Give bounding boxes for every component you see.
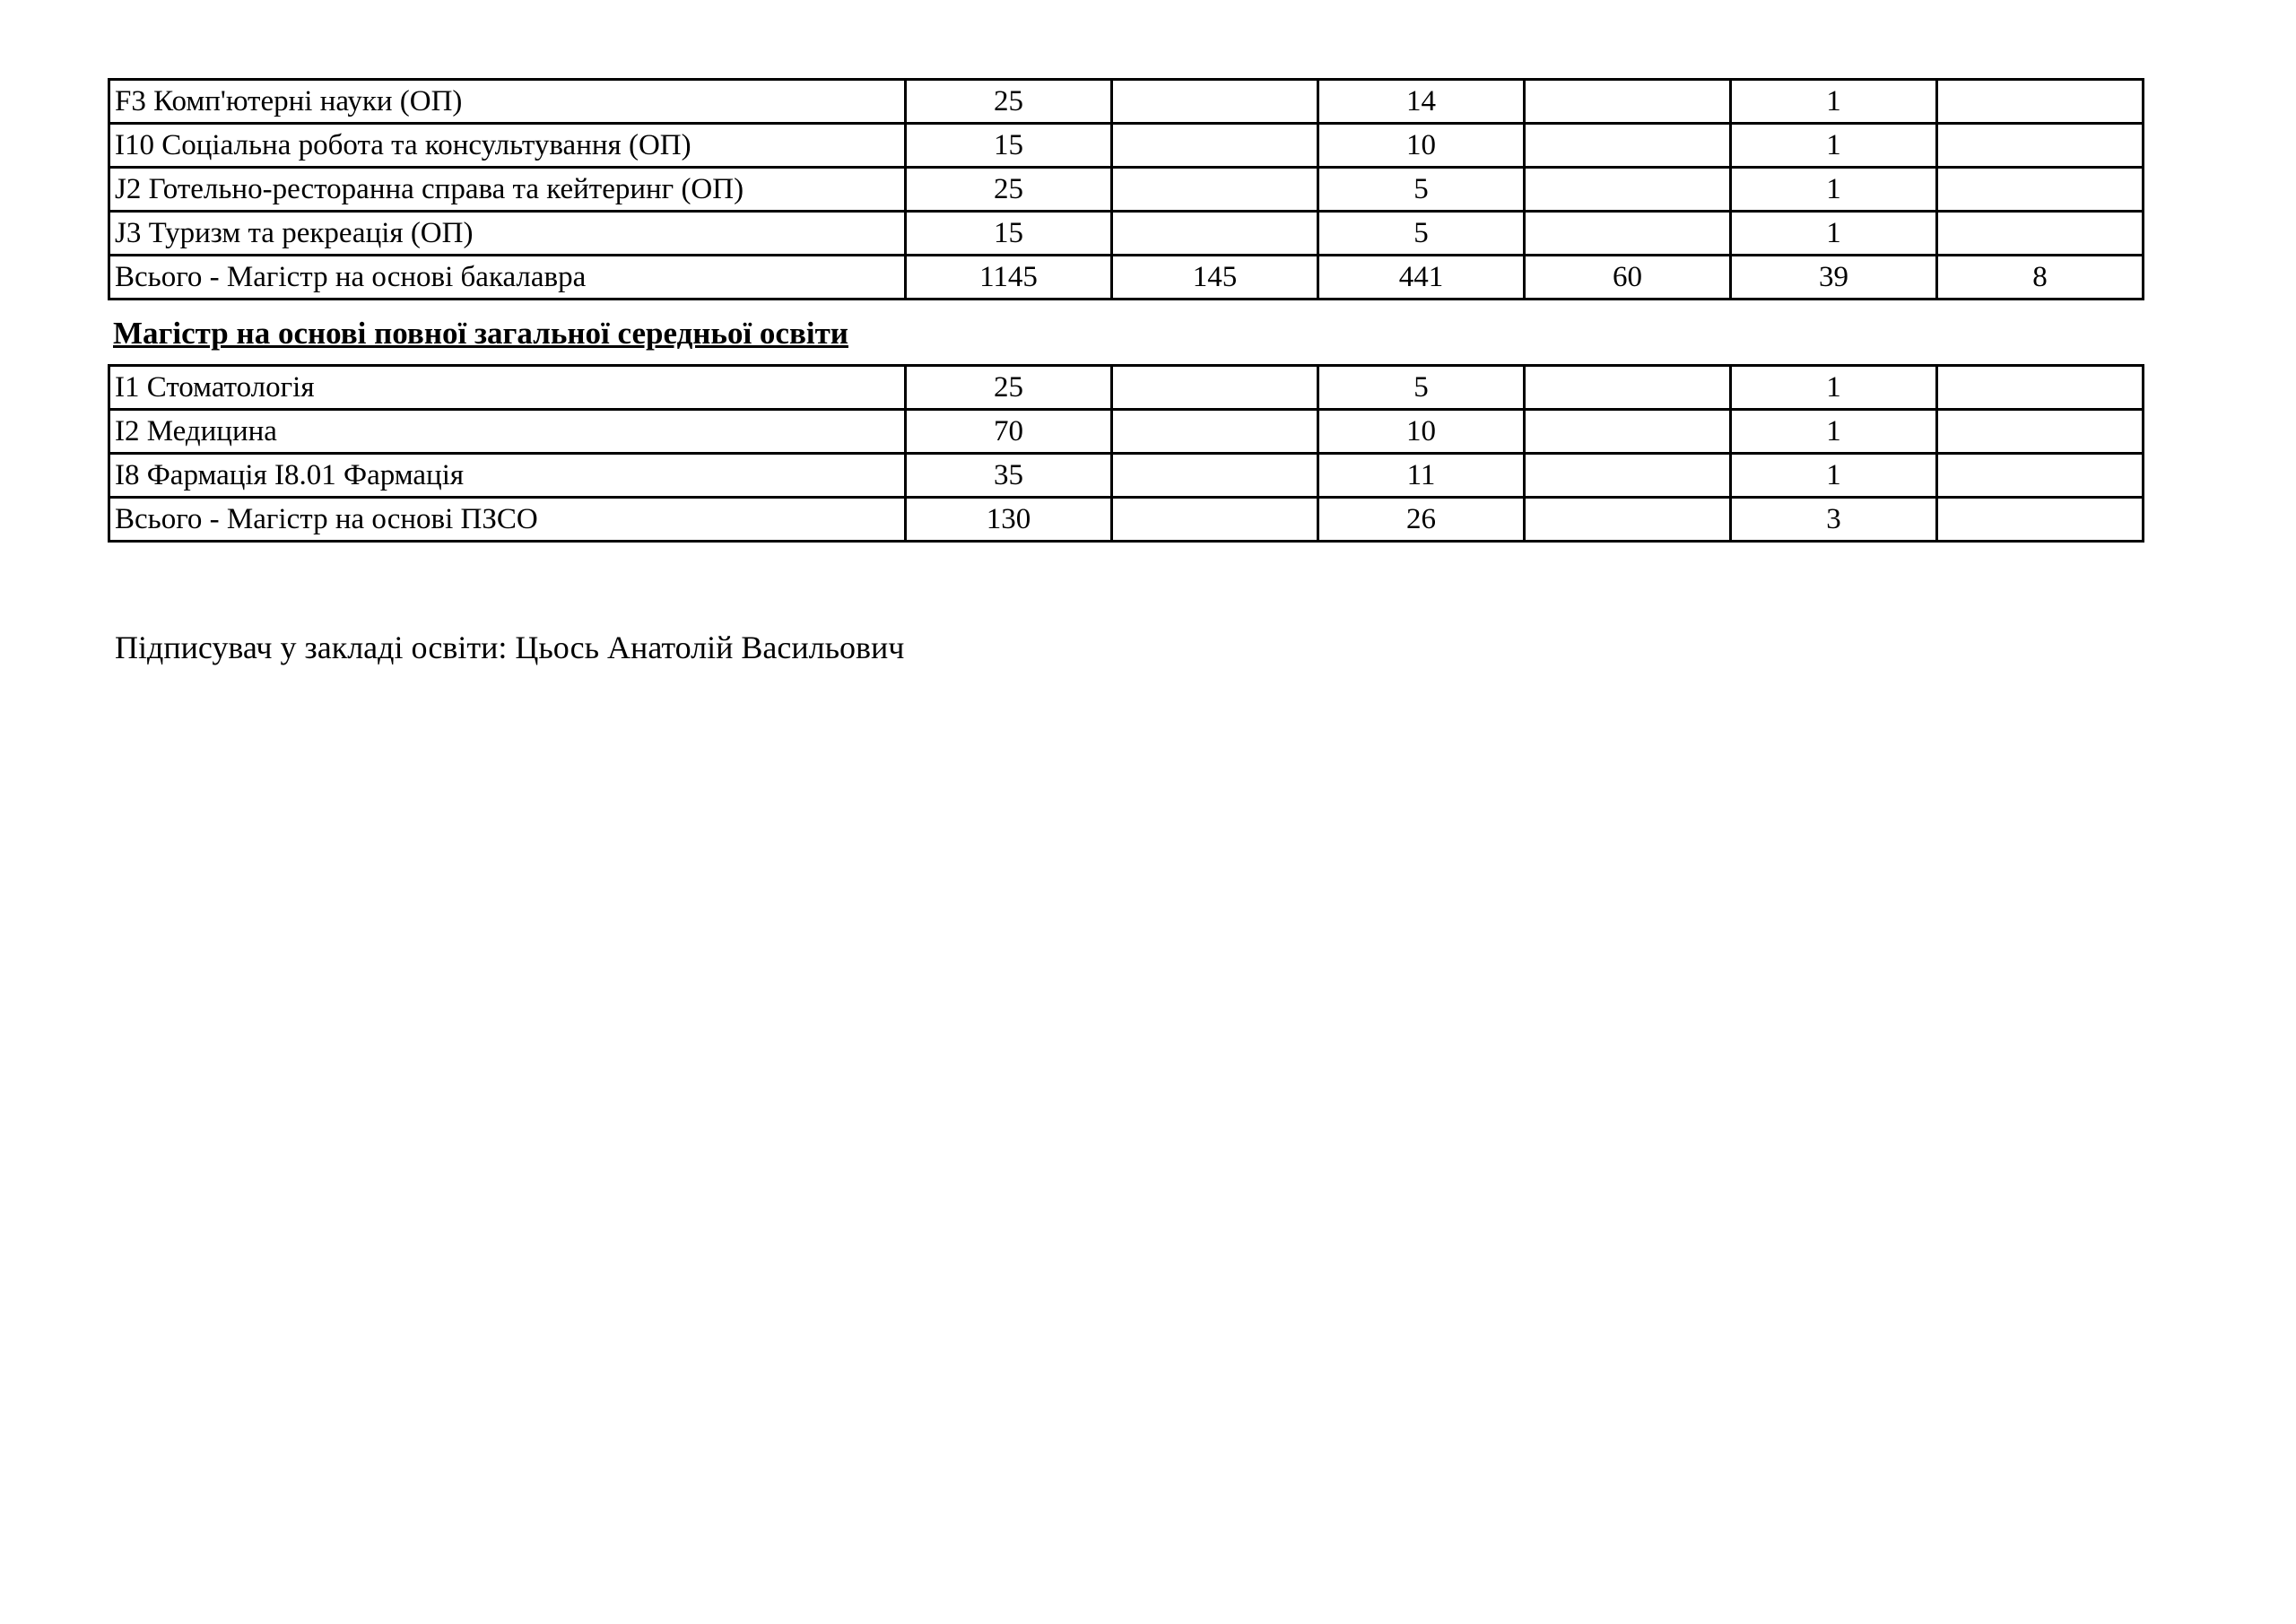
value-cell [1525,212,1731,256]
value-cell: 1145 [906,256,1112,300]
value-cell [1937,410,2144,454]
value-cell: 5 [1318,366,1525,410]
value-cell: 1 [1731,168,1937,212]
value-cell [1112,366,1318,410]
row-label: I2 Медицина [109,410,906,454]
table-row [109,366,2144,410]
table-row [109,410,2144,454]
row-label: Всього - Магістр на основі ПЗСО [109,498,906,542]
value-cell [1525,168,1731,212]
value-cell: 15 [906,124,1112,168]
value-cell: 25 [906,366,1112,410]
value-cell: 5 [1318,212,1525,256]
table-row [109,168,2144,212]
value-cell [1112,454,1318,498]
value-cell: 145 [1112,256,1318,300]
value-cell: 35 [906,454,1112,498]
table-row [109,256,2144,300]
table-row [109,454,2144,498]
value-cell: 11 [1318,454,1525,498]
row-label: I1 Стоматологія [109,366,906,410]
signer-line: Підписувач у закладі освіти: Цьось Анатолій Васильович [115,630,905,665]
value-cell: 1 [1731,366,1937,410]
value-cell [1525,454,1731,498]
value-cell [1112,168,1318,212]
row-label: I8 Фармація I8.01 Фармація [109,454,906,498]
value-cell: 70 [906,410,1112,454]
value-cell: 39 [1731,256,1937,300]
value-cell: 25 [906,168,1112,212]
value-cell [1937,80,2144,124]
section-heading: Магістр на основі повної загальної середньої освіти [113,316,848,351]
value-cell: 1 [1731,80,1937,124]
table-body [109,366,2144,542]
row-label: J3 Туризм та рекреація (ОП) [109,212,906,256]
table-row [109,498,2144,542]
value-cell: 130 [906,498,1112,542]
table-row [109,212,2144,256]
value-cell [1525,410,1731,454]
value-cell: 15 [906,212,1112,256]
value-cell: 8 [1937,256,2144,300]
value-cell: 3 [1731,498,1937,542]
row-label: F3 Комп'ютерні науки (ОП) [109,80,906,124]
value-cell: 14 [1318,80,1525,124]
table-body [109,80,2144,300]
value-cell [1937,498,2144,542]
value-cell [1937,454,2144,498]
value-cell: 26 [1318,498,1525,542]
admission-table-master-pzso [108,364,2144,543]
value-cell: 1 [1731,124,1937,168]
value-cell [1937,124,2144,168]
value-cell [1937,212,2144,256]
admission-table-master-bachelor [108,78,2144,300]
value-cell [1112,212,1318,256]
value-cell [1112,410,1318,454]
value-cell: 441 [1318,256,1525,300]
row-label: I10 Соціальна робота та консультування (ОП) [109,124,906,168]
value-cell [1112,80,1318,124]
table-row [109,124,2144,168]
value-cell: 25 [906,80,1112,124]
value-cell: 10 [1318,124,1525,168]
value-cell [1525,498,1731,542]
value-cell: 1 [1731,454,1937,498]
value-cell [1937,168,2144,212]
value-cell [1937,366,2144,410]
table-row [109,80,2144,124]
value-cell: 1 [1731,410,1937,454]
row-label: J2 Готельно-ресторанна справа та кейтеринг (ОП) [109,168,906,212]
value-cell [1525,80,1731,124]
value-cell [1112,498,1318,542]
value-cell: 5 [1318,168,1525,212]
value-cell: 1 [1731,212,1937,256]
value-cell [1525,366,1731,410]
row-label: Всього - Магістр на основі бакалавра [109,256,906,300]
value-cell [1112,124,1318,168]
value-cell: 10 [1318,410,1525,454]
value-cell: 60 [1525,256,1731,300]
value-cell [1525,124,1731,168]
